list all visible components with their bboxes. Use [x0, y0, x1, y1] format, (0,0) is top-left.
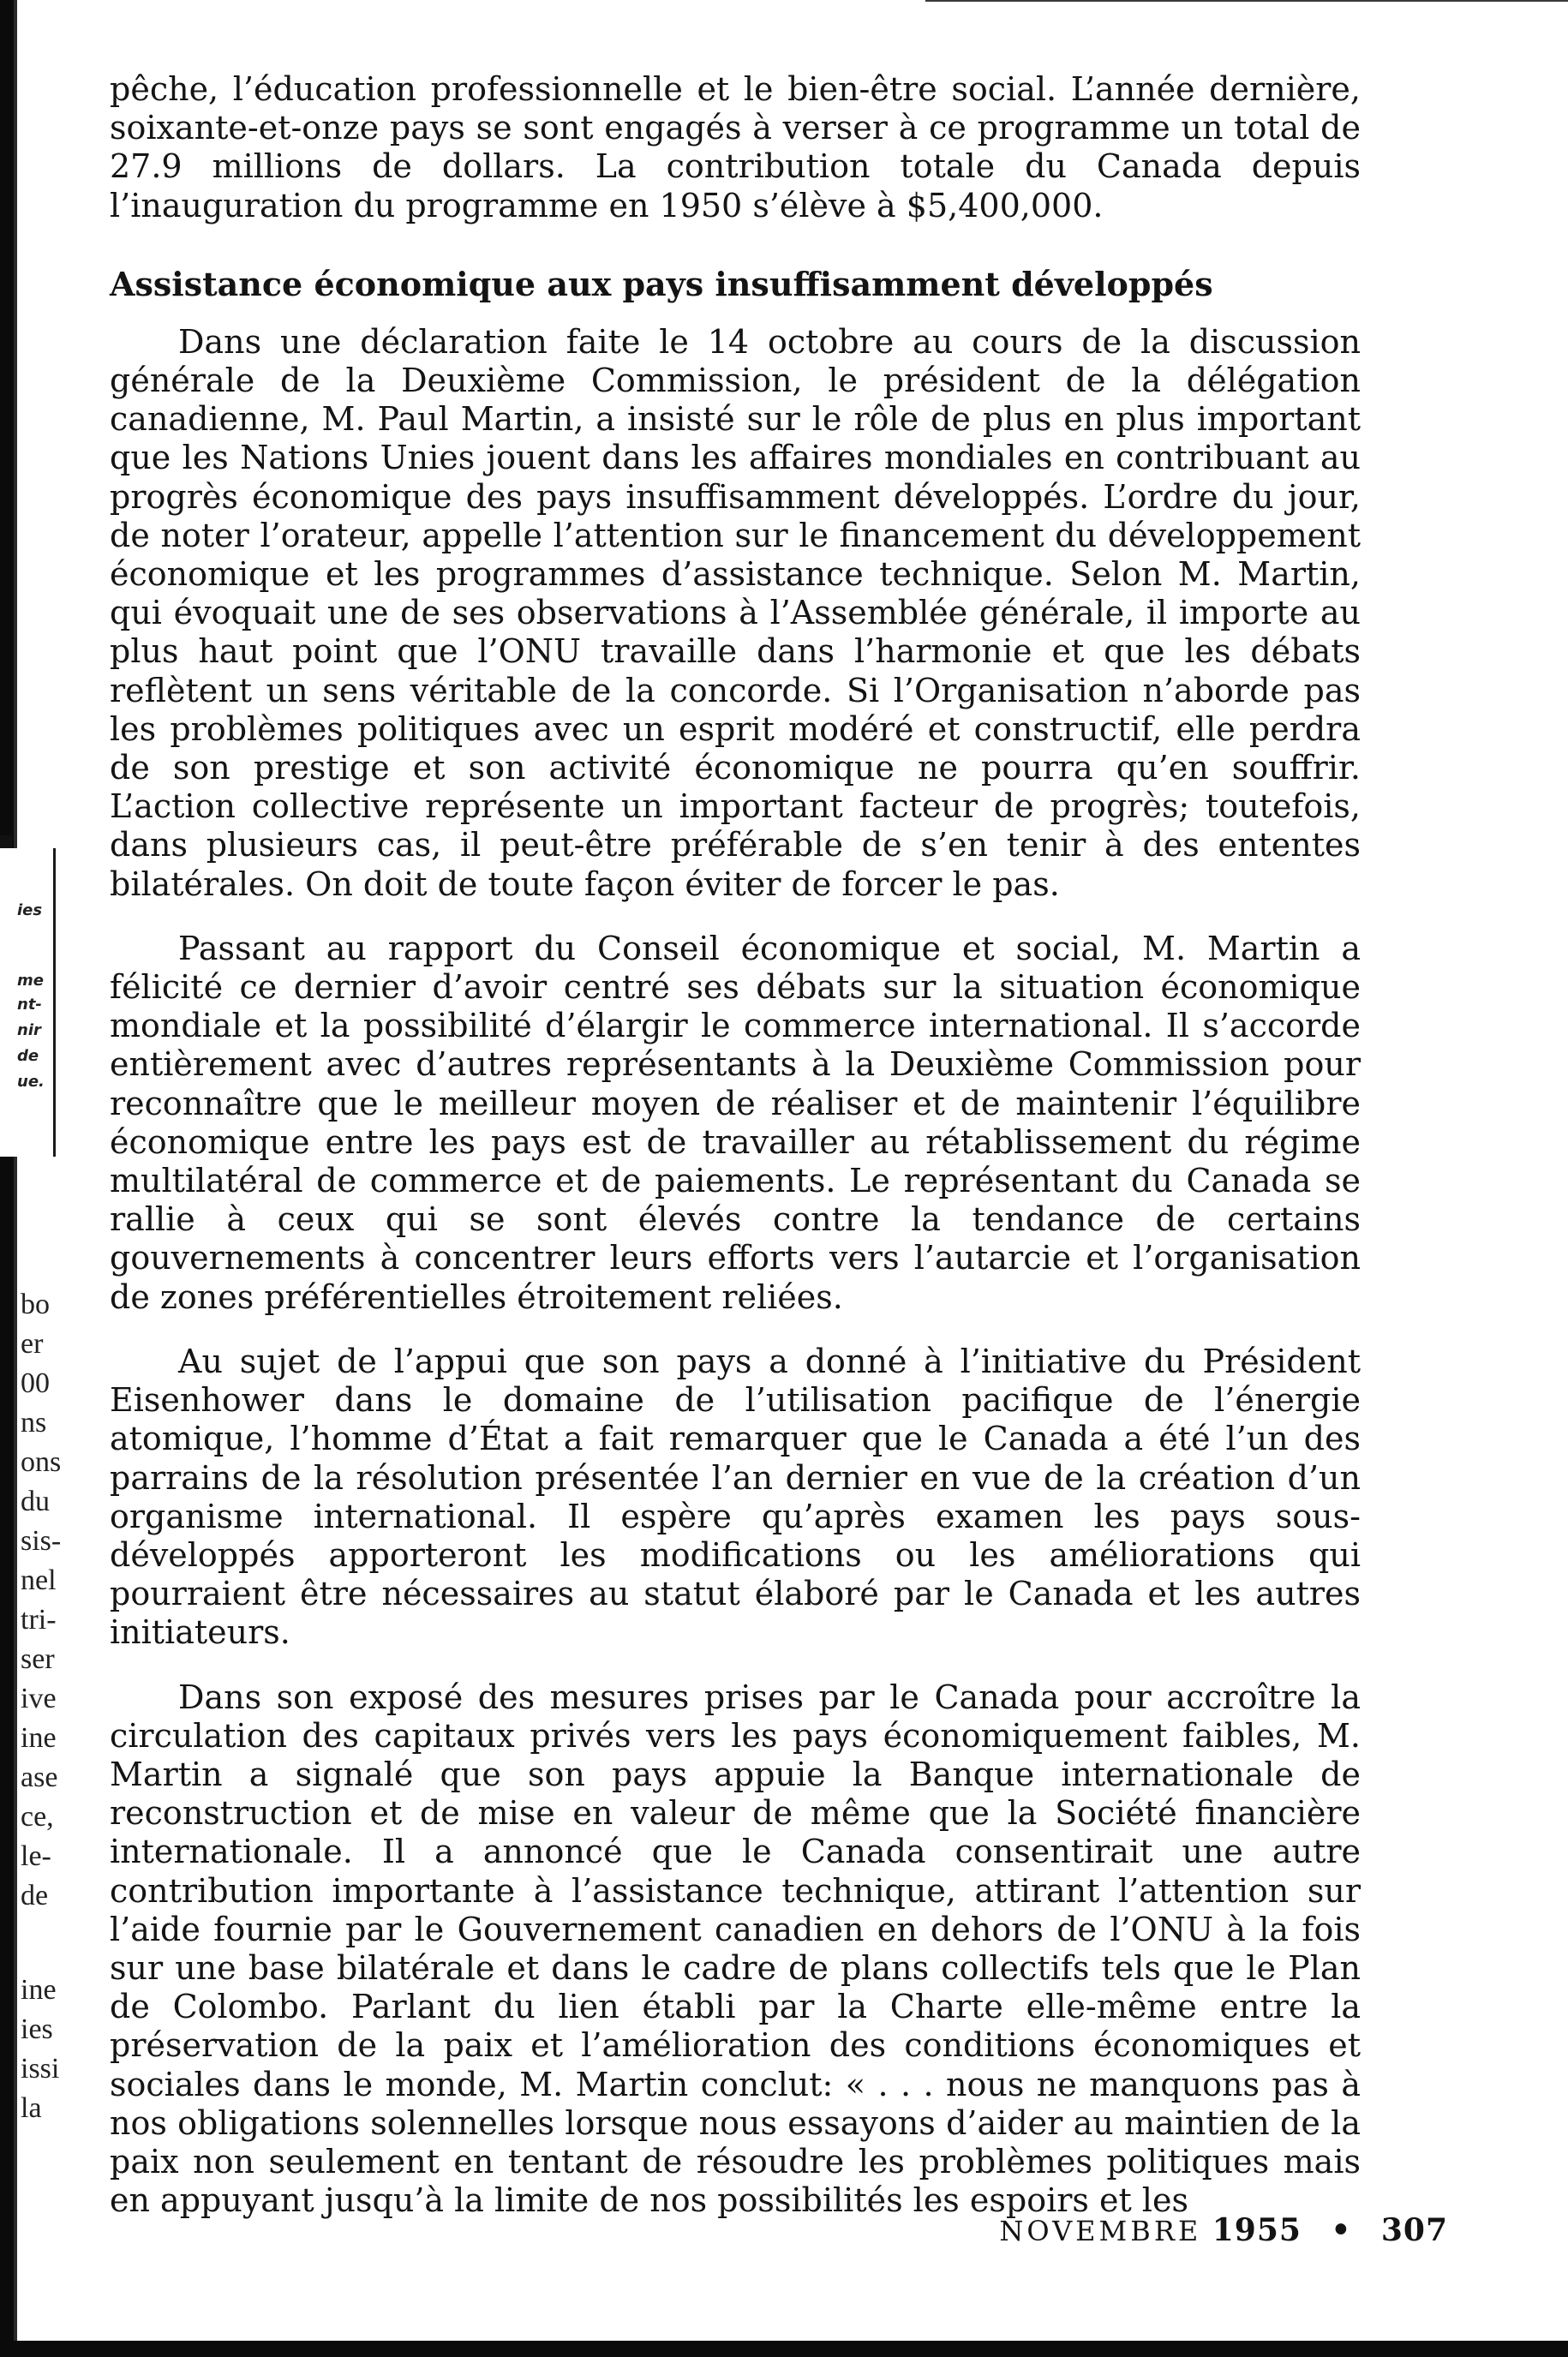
page-edge-bottom — [0, 2341, 1568, 2357]
page-footer — [999, 2212, 1448, 2248]
fragment-word: de — [21, 1880, 49, 1911]
footer-month: NOVEMBRE — [999, 2215, 1202, 2247]
fragment-word: le- — [21, 1840, 51, 1872]
fragment-word: sis- — [21, 1525, 62, 1557]
fragment-word: 00 — [21, 1367, 50, 1399]
paragraph: Passant au rapport du Conseil économique et social, M. Martin a félicité ce dernier d’avoir centré ses débats sur la situation économique mondiale et la possibilité d’élargir le commerce international. Il s’accorde entièrement avec d’autres représentants à la Deuxième Commission pour reconnaître que le meilleur moyen de réaliser et de maintenir l’équilibre économique entre les pays est de travailler au rétablissement du régime multilatéral de commerce et de paiements. Le représentant du Canada se rallie à ceux qui se sont élevés contre la tendance de certains gouvernements à concentrer leurs efforts vers l’autarcie et l’organisation de zones préférentielles étroitement reliées. — [110, 929, 1361, 1316]
fragment-word: ns — [21, 1407, 47, 1439]
paragraph: Dans son exposé des mesures prises par le Canada pour accroître la circulation des capitaux privés vers les pays économiquement faibles, M. Martin a signalé que son pays appuie la Banque internationale de reconstruction et de mise en valeur de même que la Société financière internationale. Il a annoncé que le Canada consentirait une autre contribution importante à l’assistance technique, attirant l’attention sur l’aide fournie par le Gouvernement canadien en dehors de l’ONU à la fois sur une base bilatérale et dans le cadre de plans collectifs tels que le Plan de Colombo. Parlant du lien établi par la Charte elle-même entre la préservation de la paix et l’amélioration des conditions économiques et sociales dans le monde, M. Martin conclut: « . . . nous ne manquons pas à nos obligations solennelles lorsque nous essayons d’aider au maintien de la paix non seulement en tentant de résoudre les problèmes politiques mais en appuyant jusqu’à la limite de nos possibilités les espoirs et les — [110, 1678, 1361, 2220]
adjacent-page-fragment — [0, 0, 94, 2357]
fragment-word: issi — [21, 2053, 60, 2085]
fragment-word: la — [21, 2092, 42, 2124]
fragment-word: ine — [21, 1974, 57, 2006]
footer-year: 1955 — [1212, 2212, 1302, 2248]
fragment-word: du — [21, 1486, 50, 1517]
fragment-word: me — [17, 972, 44, 990]
fragment-word: ies — [17, 901, 43, 919]
fragment-word: de — [17, 1047, 39, 1065]
footer-separator: • — [1331, 2212, 1352, 2248]
spacer — [110, 904, 1361, 930]
paragraph: Dans une déclaration faite le 14 octobre au cours de la discussion générale de la Deuxième Commission, le président de la délégation canadienne, M. Paul Martin, a insisté sur le rôle de plus en plus important que les Nations Unies jouent dans les affaires mondiales en contribuant au progrès économique des pays insuffisamment développés. L’ordre du jour, de noter l’orateur, appelle l’attention sur le financement du développement économique et les programmes d’assistance technique. Selon M. Martin, qui évoquait une de ses observations à l’Assemblée générale, il importe au plus haut point que l’ONU travaille dans l’harmonie et que les débats reflètent un sens véritable de la concorde. Si l’Organisation n’aborde pas les problèmes politiques avec un esprit modéré et constructif, elle perdra de son prestige et son activité économique ne pourra qu’en souffrir. L’action collective représente un important facteur de progrès; toutefois, dans plusieurs cas, il peut-être préférable de s’en tenir à des ententes bilatérales. On doit de toute façon éviter de forcer le pas. — [110, 322, 1361, 903]
spacer — [110, 225, 1361, 265]
fragment-word: ine — [21, 1722, 57, 1754]
article-column — [110, 70, 1361, 2220]
fragment-word: ser — [21, 1643, 55, 1675]
page-number: 307 — [1380, 2212, 1448, 2248]
fragment-word: ons — [21, 1446, 62, 1478]
spacer — [110, 304, 1361, 323]
fragment-word: ase — [21, 1762, 58, 1793]
fragment-word: bo — [21, 1289, 50, 1320]
fragment-word: ce, — [21, 1801, 54, 1833]
fragment-word: er — [21, 1328, 44, 1360]
paragraph: Au sujet de l’appui que son pays a donné à l’initiative du Président Eisenhower dans le domaine de l’utilisation pacifique de l’énergie atomique, l’homme d’État a fait remarquer que le Canada a été l’un des parrains de la résolution présentée l’an dernier en vue de la création d’un organisme international. Il espère qu’après examen les pays sous-développés apporteront les modifications ou les améliorations qui pourraient être nécessaires au statut élaboré par le Canada et les autres initiateurs. — [110, 1342, 1361, 1652]
paragraph-continued: pêche, l’éducation professionnelle et le bien-être social. L’année dernière, soixante-et-onze pays se sont engagés à verser à ce programme un total de 27.9 millions de dollars. La contribution totale du Canada depuis l’inauguration du programme en 1950 s’élève à $5,400,000. — [110, 70, 1361, 224]
fragment-word: ue. — [17, 1073, 45, 1091]
fragment-word: nir — [17, 1021, 41, 1039]
page-edge-top — [925, 0, 1568, 2]
fragment-word: nt- — [17, 996, 42, 1014]
fragment-word: tri- — [21, 1604, 57, 1636]
spacer — [110, 1317, 1361, 1343]
fragment-word: ive — [21, 1683, 57, 1714]
fragment-word: nel — [21, 1564, 57, 1596]
section-heading: Assistance économique aux pays insuffisamment développés — [110, 264, 1213, 303]
fragment-word: ies — [21, 2013, 53, 2045]
spacer — [110, 1653, 1361, 1678]
